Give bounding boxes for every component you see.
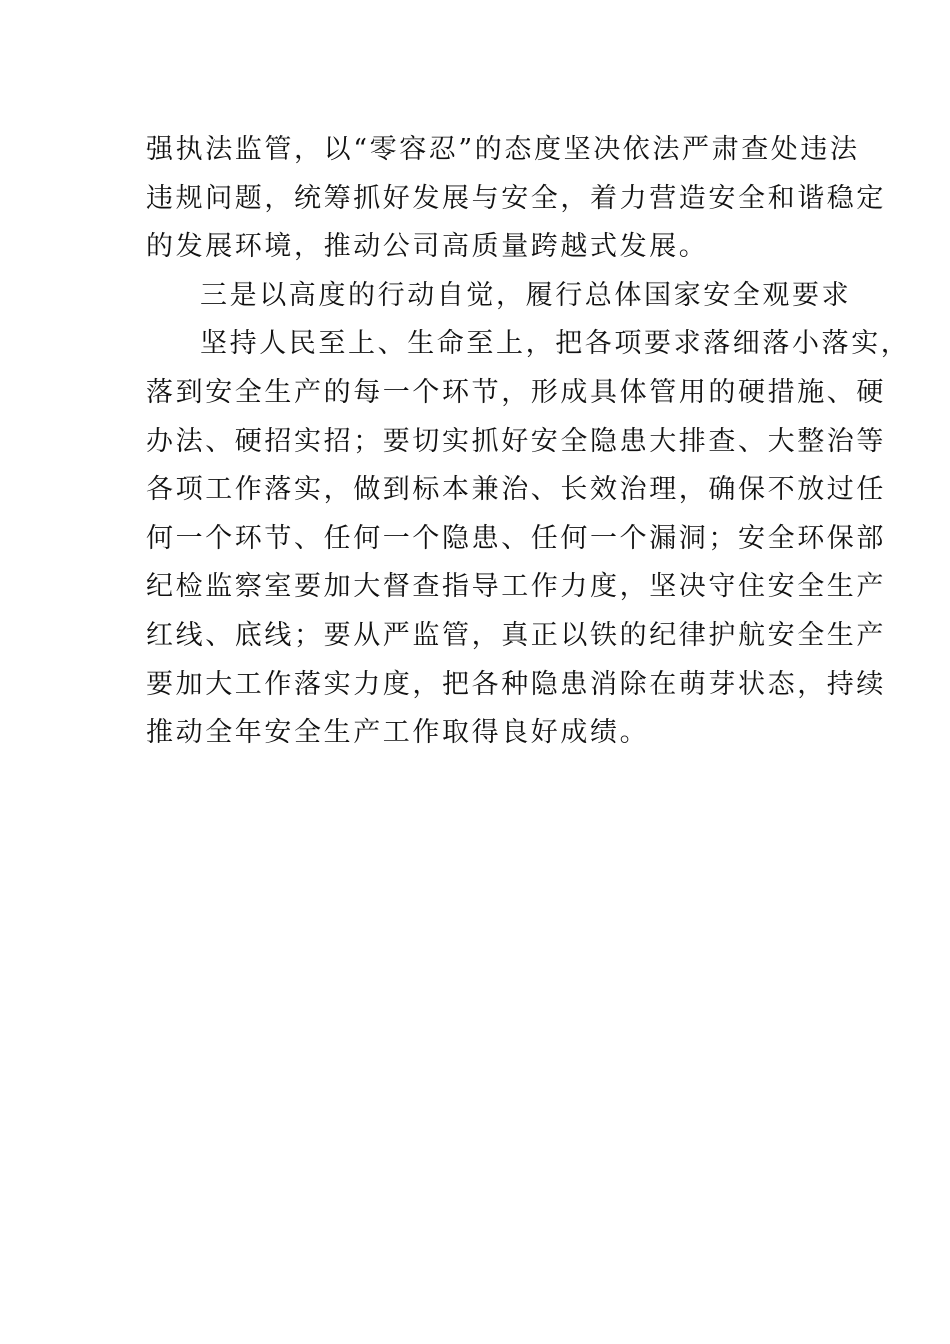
text-line: 落到安全生产的每一个环节，形成具体管用的硬措施、硬 bbox=[146, 376, 886, 408]
text-line: 纪检监察室要加大督查指导工作力度，坚决守住安全生产 bbox=[146, 571, 886, 603]
document-body bbox=[146, 126, 911, 758]
text-line: 违规问题，统筹抓好发展与安全，着力营造安全和谐稳定 bbox=[146, 182, 886, 214]
text-line: 红线、底线；要从严监管，真正以铁的纪律护航安全生产 bbox=[146, 619, 886, 651]
text-line: 推动全年安全生产工作取得良好成绩。 bbox=[146, 717, 650, 749]
text-line: 的发展环境，推动公司高质量跨越式发展。 bbox=[146, 231, 709, 263]
section-heading: 三是以高度的行动自觉，履行总体国家安全观要求 bbox=[200, 279, 852, 311]
text-line: 各项工作落实，做到标本兼治、长效治理，确保不放过任 bbox=[146, 474, 886, 506]
text-line: 强执法监管，以“零容忍”的态度坚决依法严肃查处违法 bbox=[146, 134, 860, 165]
text-line: 何一个环节、任何一个隐患、任何一个漏洞；安全环保部 bbox=[146, 522, 886, 554]
text-line: 办法、硬招实招；要切实抓好安全隐患大排查、大整治等 bbox=[146, 425, 886, 457]
text-line: 要加大工作落实力度，把各种隐患消除在萌芽状态，持续 bbox=[146, 668, 886, 700]
text-line: 坚持人民至上、生命至上，把各项要求落细落小落实， bbox=[200, 328, 911, 360]
